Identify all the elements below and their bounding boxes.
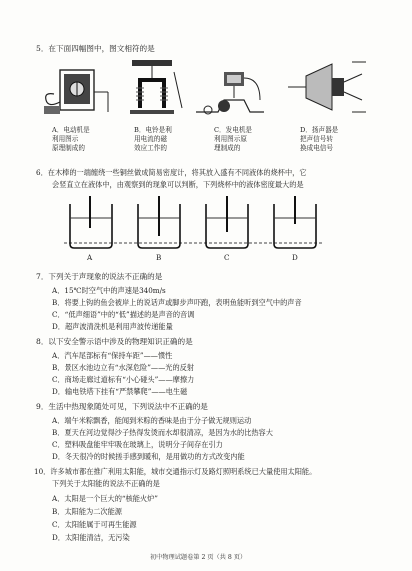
beaker-label-b: B — [156, 253, 162, 262]
q10-stem-line1: 10．许多城市都在推广利用太阳能，城市交通指示灯及路灯照明系统已大量使用太阳能。 — [34, 467, 317, 476]
beaker-c — [206, 196, 248, 248]
q9-stem: 9．生活中热现象随处可见，下列说法中不正确的是 — [36, 402, 208, 411]
q5-option-d: D．扬声器是 把声信号转 换成电信号 — [300, 126, 339, 152]
q10-option-d: D．太阳能清洁，无污染 — [52, 533, 130, 542]
q7-option-a: A．15℃时空气中的声速是340m/s — [52, 286, 166, 295]
electric-bell-figure — [122, 58, 186, 120]
beaker-label-c: C — [224, 253, 230, 262]
loudspeaker-figure — [286, 56, 370, 118]
q10-stem-line2: 下列关于太阳能的说法不正确的是 — [52, 479, 160, 488]
beaker-d — [274, 196, 316, 248]
q7-option-b: B．将要上钩的鱼会被岸上的说话声或脚步声吓跑，表明鱼能听到空气中的声音 — [52, 298, 302, 307]
q7-option-d: D．超声波清洗机是利用声波传递能量 — [52, 322, 173, 331]
beaker-b — [138, 196, 180, 248]
q5-option-a: A．电动机是 利用图示 原理制成的 — [52, 126, 90, 152]
q9-option-c: C．塑料吸盘能牢牢吸在玻璃上，说明分子间存在引力 — [52, 440, 223, 449]
q9-option-a: A．端午米粽飘香，能闻到米粽的香味是由于分子做无规则运动 — [52, 416, 252, 425]
q5-option-b: B．电铃是利 用电流的磁 效应工作的 — [134, 126, 172, 152]
q6-stem-line1: 6．在木棒的一端缠绕一些铜丝做成简易密度计，将其放入盛有不同液体的烧杯中，它 — [36, 168, 307, 177]
generator-figure — [194, 70, 266, 118]
q9-option-d: D．冬天很冷的时候搓手感到暖和，是用做功的方式改变内能 — [52, 452, 245, 461]
page-footer: 初中物理试题卷第 2 页（共 8 页） — [150, 554, 247, 561]
q5-option-c: C．发电机是 利用图示原 理制成的 — [214, 126, 253, 152]
beakers-figure — [64, 196, 324, 252]
q8-option-b: B．景区水池边立有“水深危险”——光的反射 — [52, 363, 195, 372]
beaker-label-a: A — [87, 253, 93, 262]
q6-stem-line2: 会竖直立在液体中，由观察到的现象可以判断，下列烧杯中的液体密度最大的是 — [52, 180, 304, 189]
beaker-a — [70, 196, 112, 248]
q7-option-c: C．“低声细语”中的“低”描述的是声音的音调 — [52, 310, 195, 319]
q10-option-a: A．太阳是一个巨大的“核能火炉” — [52, 494, 158, 503]
beaker-label-d: D — [292, 253, 298, 262]
q5-stem: 5．在下面四幅图中，图文相符的是 — [36, 44, 155, 53]
q9-option-b: B．夏天在河边觉得沙子热得发烫而水却很清凉，是因为水的比热容大 — [52, 428, 273, 437]
q10-option-b: B．太阳能为二次能源 — [52, 507, 122, 516]
q8-option-a: A．汽车尾部标有“保持车距”——惯性 — [52, 351, 173, 360]
q8-stem: 8．以下安全警示语中涉及的物理知识正确的是 — [36, 337, 193, 346]
motor-diagram-figure — [42, 62, 114, 120]
q8-option-d: D．输电铁塔下挂有“严禁攀爬”——电生磁 — [52, 387, 188, 396]
q7-stem: 7．下列关于声现象的说法不正确的是 — [36, 272, 163, 281]
q8-option-c: C．商场走廊过道标有“小心碰头”——摩擦力 — [52, 375, 195, 384]
q10-option-c: C．太阳能属于可再生能源 — [52, 520, 137, 529]
